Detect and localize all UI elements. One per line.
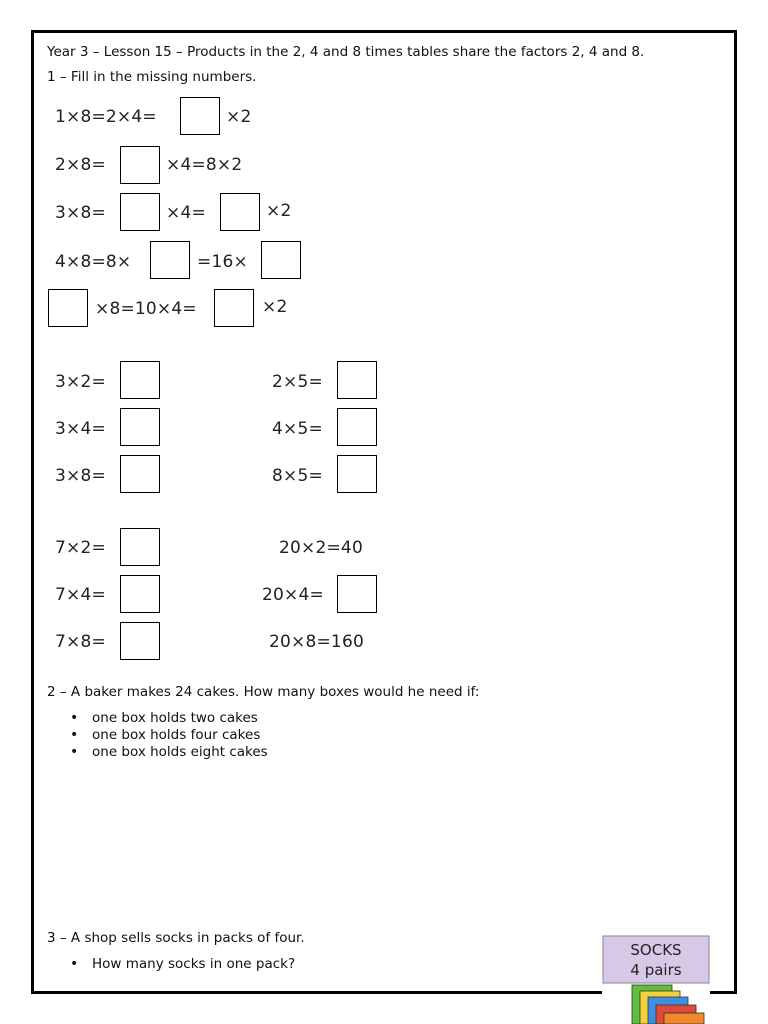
socks-pack-image [602,935,710,1024]
equation-text: ×4=8×2 [166,155,243,175]
equation-text: 3×8= [55,203,106,223]
equation-text: 8×5= [272,466,323,486]
bullet-icon: • [70,956,79,972]
answer-box[interactable] [261,241,301,279]
equation-text: 3×4= [55,419,106,439]
equation-text: 3×8= [55,466,106,486]
answer-box[interactable] [180,97,220,135]
equation-text: 4×5= [272,419,323,439]
answer-box[interactable] [120,193,160,231]
answer-box[interactable] [214,289,254,327]
socks-label-line1: SOCKS [630,941,682,959]
question-2-heading: 2 – A baker makes 24 cakes. How many boxes would he need if: [47,684,480,700]
answer-box[interactable] [337,575,377,613]
socks-label-line2: 4 pairs [630,961,682,979]
equation-text: ×2 [262,297,288,317]
answer-box[interactable] [150,241,190,279]
equation-text: 20×8=160 [269,632,364,652]
question-1-heading: 1 – Fill in the missing numbers. [47,69,257,85]
answer-box[interactable] [337,361,377,399]
bullet-icon: • [70,744,79,760]
equation-text: 7×8= [55,632,106,652]
answer-box[interactable] [120,146,160,184]
answer-box[interactable] [120,622,160,660]
answer-box[interactable] [120,455,160,493]
equation-text: =16× [197,252,248,272]
answer-box[interactable] [120,528,160,566]
answer-box[interactable] [337,455,377,493]
equation-text: ×2 [266,201,292,221]
equation-text: 1×8=2×4= [55,107,157,127]
equation-text: 2×5= [272,372,323,392]
answer-box[interactable] [120,575,160,613]
answer-box[interactable] [337,408,377,446]
bullet-icon: • [70,710,79,726]
equation-text: 3×2= [55,372,106,392]
equation-text: 4×8=8× [55,252,132,272]
answer-box[interactable] [220,193,260,231]
answer-box[interactable] [120,361,160,399]
equation-text: ×8=10×4= [95,299,197,319]
equation-text: 20×4= [262,585,324,605]
equation-text: ×2 [226,107,252,127]
equation-text: 2×8= [55,155,106,175]
worksheet-title: Year 3 – Lesson 15 – Products in the 2, 4 and 8 times tables share the factors 2, 4 and 8. [47,44,645,60]
answer-box[interactable] [120,408,160,446]
question-3-heading: 3 – A shop sells socks in packs of four. [47,930,305,946]
equation-text: 7×2= [55,538,106,558]
equation-text: ×4= [166,203,206,223]
equation-text: 7×4= [55,585,106,605]
answer-box[interactable] [48,289,88,327]
equation-text: 20×2=40 [279,538,363,558]
bullet-icon: • [70,727,79,743]
sock-orange [664,1013,704,1024]
